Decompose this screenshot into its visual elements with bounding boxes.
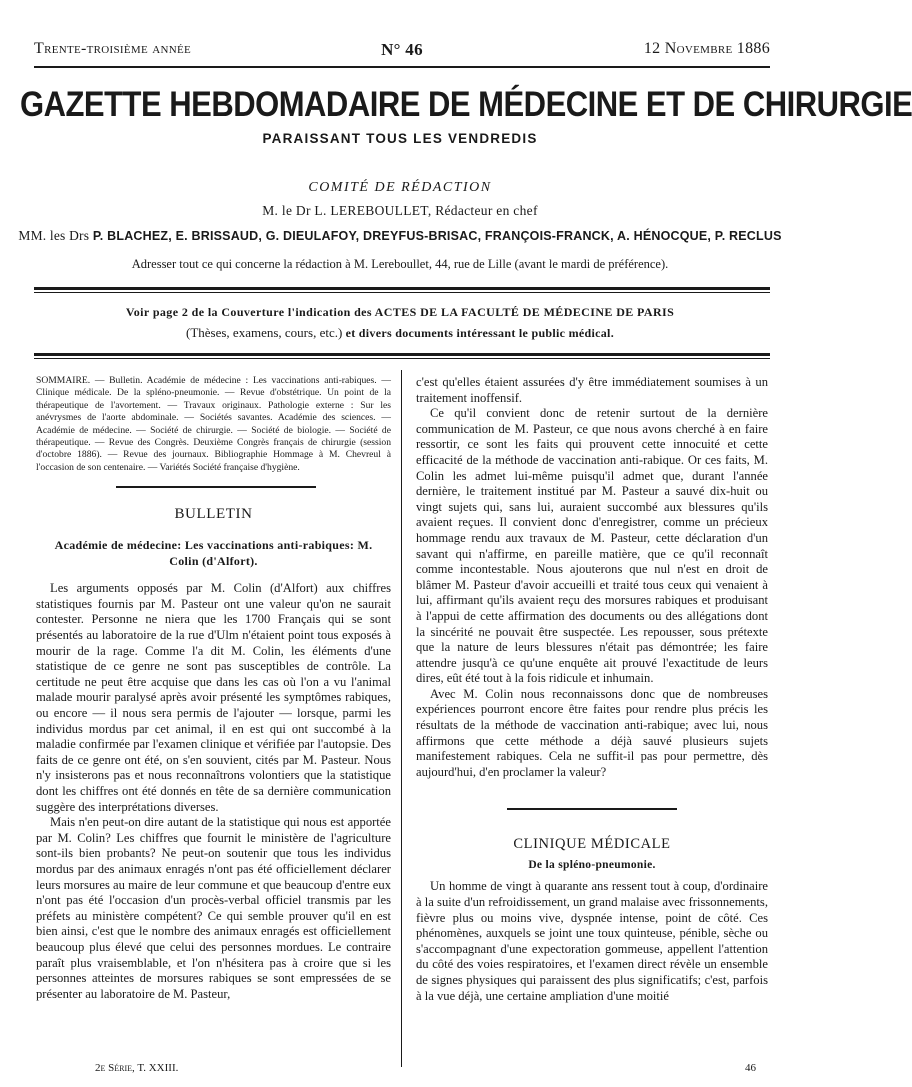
sommaire-rule <box>116 486 316 488</box>
committee-heading: COMITÉ DE RÉDACTION <box>308 180 492 195</box>
notice-line-2-plain: (Thèses, examens, cours, etc.) <box>186 325 343 340</box>
members-lead: MM. les Drs <box>18 228 90 243</box>
notice-line-2 <box>0 325 800 341</box>
header-rule <box>34 66 770 68</box>
left-column <box>36 375 391 1002</box>
issue-number: N° 46 <box>381 40 423 59</box>
footer-series: 2e Série, T. XXIII. <box>95 1062 179 1074</box>
clinique-title: CLINIQUE MÉDICALE <box>513 836 671 853</box>
divider-lower <box>34 353 770 359</box>
column-divider <box>401 370 402 1067</box>
members-line <box>0 228 800 244</box>
members-names: P. BLACHEZ, E. BRISSAUD, G. DIEULAFOY, DREYFUS-BRISAC, FRANÇOIS-FRANCK, A. HÉNOCQUE, P. RECLUS <box>92 229 782 243</box>
bulletin-paragraph: Mais n'en peut-on dire autant de la statistique qui nous est apportée par M. Colin? Les chiffres que fournit le ministère de l'agriculture sont-ils bien probants? Ne peut-on soutenir que tous les individus mordus par des animaux enragés n'ont pas été officiellement déclarer leurs morsures au maire de leur commune et que beaucoup d'entre eux n'ont pas été l'occasion d'un procès-verbal officiel transmis par les préfets au ministère compétent? Ce qui semble prouver qu'il en est bien ainsi, c'est que le nombre des animaux enragés est officiellement beaucoup plus élevé que celui des personnes mordues. Le contraire paraît plus vraisemblable, et l'on n'hésitera pas à croire que si les personnes atteintes de morsures rabiques se sont empressées de se présenter au laboratoire de M. Pasteur, <box>36 815 391 1001</box>
issue-date: 12 Novembre 1886 <box>643 40 770 57</box>
bulletin-continuation: Avec M. Colin nous reconnaissons donc que de nombreuses expériences pourront encore être faites pour rendre plus précis les résultats de la méthode de vaccination anti-rabique; avec lui, nous affirmons que cette méthode a déjà sauvé plusieurs sujets manifestement rabiques. Cela ne suffit-il pas pour permettre, dès aujourd'hui, d'en proclamer la valeur? <box>416 686 768 779</box>
clinique-subtitle: De la spléno-pneumonie. <box>528 859 656 872</box>
section-rule <box>507 808 677 810</box>
right-column <box>416 375 768 1004</box>
bulletin-title: BULLETIN <box>174 506 253 523</box>
bulletin-continuation: Ce qu'il convient donc de retenir surtout de la dernière communication de M. Pasteur, ce que nous avons cherché à en faire ressortir, ce sont les faits qui prouvent cette innocuité et cette efficacité de la méthode de vaccination anti-rabique. Or ces faits, M. Colin les admet lui-même puisqu'il admet que, durant l'année dernière, le traitement institué par M. Pasteur a sauvé dix-huit ou vingt sujets qui, sans lui, auraient succombé aux blessures qu'ils avaient reçues. Il convient donc d'enregistrer, comme un précieux hommage rendu aux travaux de M. Pasteur, cette déclaration d'un savant qui n'affirme, en pareille matière, que ce qu'il reconnaît comme incontestable. Nous ajouterons que nul n'est en droit de blâmer M. Pasteur d'avoir accueilli et traité tous ceux qui venaient à lui, affirmant qu'ils avaient reçu des morsures rabiques et produisant à l'appui de cette affirmation des documents ou des allégations dont la sincérité ne pouvait être suspectée. Les repousser, sous prétexte que la nature de leurs blessures n'était pas démontrée; les faire attendre jusqu'à ce qu'une enquête ait prouvé l'exactitude de leurs dires, eût été tout à la fois ridicule et inhumain. <box>416 406 768 686</box>
notice-line-1: Voir page 2 de la Couverture l'indication des ACTES DE LA FACULTÉ DE MÉDECINE DE PARIS <box>125 305 675 319</box>
year-label: Trente-troisième année <box>34 40 192 57</box>
divider-upper <box>34 287 770 293</box>
address-line: Adresser tout ce qui concerne la rédaction à M. Lereboullet, 44, rue de Lille (avant le mardi de préférence). <box>131 257 669 271</box>
masthead-title: GAZETTE HEBDOMADAIRE DE MÉDECINE ET DE CHIRURGIE <box>20 84 912 125</box>
sommaire: SOMMAIRE. — Bulletin. Académie de médecine : Les vaccinations anti-rabiques. — Clinique médicale. De la spléno-pneumonie. — Revue d'obstétrique. Un point de la thérapeutique de l'avortement. — Travaux originaux. Pathologie externe : Sur les anévrysmes de l'aorte abdominale. — Sociétés savantes. Académie des sciences. — Académie de médecine. — Société de chirurgie. — Société de biologie. — Société de thérapeutique. — Revue des Congrès. Deuxième Congrès français de chirurgie (session d'octobre 1886). — Revue des journaux. Bibliographie Hommage à M. Chevreul à l'occasion de son centenaire. — Variétés Société française d'hygiène. <box>36 375 391 473</box>
bulletin-continuation: c'est qu'elles étaient assurées d'y être immédiatement soumises à un traitement inoffensif. <box>416 375 768 405</box>
bulletin-paragraph: Les arguments opposés par M. Colin (d'Alfort) aux chiffres statistiques fournis par M. Pasteur ont une valeur qu'on ne saurait contester. Personne ne niera que les 1700 Français qui se sont présentés au laboratoire de la rue d'Ulm n'étaient point tous exposés à mourir de la rage. Comme l'a dit M. Colin, les éléments d'une statistique de ce genre ne sont pas susceptibles de contrôle. La certitude ne peut être acquise que dans les cas où l'on a vu l'animal malade mourir paralysé après avoir présenté les symptômes rabiques, ou encore — il nous sera permis de l'ajouter — lorsque, parmi les individus mordus par cet animal, il en est qui ont succombé à la maladie confirmée par l'examen clinique et vérifiée par l'autopsie. Des faits de ce genre ont été, on s'en souvient, cités par M. Pasteur. Nous n'y insisterons pas et nous reconnaîtrons volontiers que la statistique dont les chiffres ont été donnés en tête de sa dernière communication suggère des interprétations diverses. <box>36 581 391 814</box>
editor-line: M. le Dr L. LEREBOULLET, Rédacteur en chef <box>262 203 538 218</box>
masthead-subtitle: PARAISSANT TOUS LES VENDREDIS <box>262 131 538 146</box>
footer-page-number: 46 <box>745 1062 756 1074</box>
notice-line-2-bold: et divers documents intéressant le public médical. <box>345 326 614 340</box>
clinique-paragraph: Un homme de vingt à quarante ans ressent tout à coup, d'ordinaire à la suite d'un refroidissement, un grand malaise avec frissonnements, fièvre plus ou moins vive, dyspnée intense, point de côté. Ces phénomènes, auxquels se joint une toux quinteuse, pénible, sèche ou s'accompagnant d'une expectoration gommeuse, appellent l'attention du côté des voies respiratoires, et l'examen direct révèle un ensemble de signes physiques qui paraissent des plus significatifs; c'est, parfois à la vue déjà, une certaine ampliation d'une moitié <box>416 879 768 1003</box>
bulletin-subtitle: Académie de médecine: Les vaccinations anti-rabiques: M. Colin (d'Alfort). <box>54 538 373 569</box>
header-line <box>34 40 770 66</box>
